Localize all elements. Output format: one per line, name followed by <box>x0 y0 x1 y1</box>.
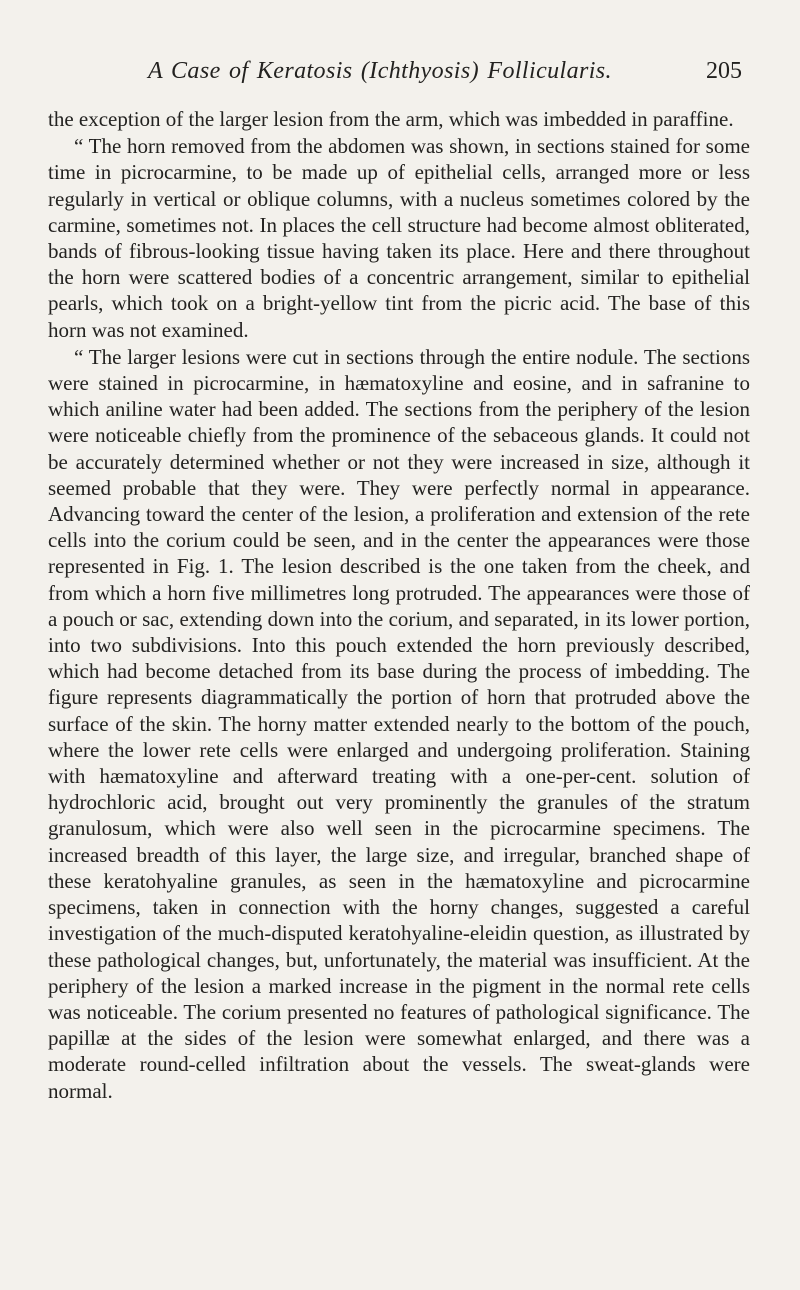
page-header <box>48 58 750 90</box>
running-title: A Case of Keratosis (Ichthyosis) Follicularis. <box>148 58 612 84</box>
body-text <box>48 106 750 1104</box>
paragraph-larger-lesions: “ The larger lesions were cut in sections through the entire nodule. The sections were stained in picrocarmine, in hæmatoxyline and eosine, and in safranine to which aniline water had been added. The sections from the periphery of the lesion were noticeable chiefly from the prominence of the sebaceous glands. It could not be accurately determined whether or not they were increased in size, although it seemed probable that they were. They were perfectly normal in appearance. Advancing toward the center of the lesion, a proliferation and extension of the rete cells into the corium could be seen, and in the center the appearances were those represented in Fig. 1. The lesion described is the one taken from the cheek, and from which a horn five millimetres long protruded. The appearances were those of a pouch or sac, extending down into the corium, and separated, in its lower portion, into two subdivisions. Into this pouch extended the horn previously described, which had become detached from its base during the process of imbedding. The figure represents diagrammatically the portion of horn that protruded above the surface of the skin. The horny matter extended nearly to the bottom of the pouch, where the lower rete cells were enlarged and undergoing proliferation. Staining with hæmatoxyline and afterward treating with a one-per-cent. solution of hydrochloric acid, brought out very prominently the granules of the stratum granulosum, which were also well seen in the picrocarmine specimens. The increased breadth of this layer, the large size, and irregular, branched shape of these keratohyaline granules, as seen in the hæmatoxyline and picrocarmine specimens, taken in connection with the horny changes, suggested a careful investigation of the much-disputed keratohyaline-eleidin question, as illustrated by these pathological changes, but, unfortunately, the material was insufficient. At the periphery of the lesion a marked increase in the pigment in the normal rete cells was noticeable. The corium presented no features of pathological significance. The papillæ at the sides of the lesion were somewhat enlarged, and there was a moderate round-celled infiltration about the vessels. The sweat-glands were normal. <box>48 344 750 1103</box>
paragraph-horn-abdomen: “ The horn removed from the abdomen was shown, in sections stained for some time in picrocarmine, to be made up of epithelial cells, arranged more or less regularly in vertical or oblique columns, with a nucleus sometimes colored by the carmine, sometimes not. In places the cell structure had become almost obliterated, bands of fibrous-looking tissue having taken its place. Here and there throughout the horn were scattered bodies of a concentric arrangement, similar to epithelial pearls, which took on a bright-yellow tint from the picric acid. The base of this horn was not examined. <box>48 134 750 342</box>
page-number: 205 <box>706 58 742 84</box>
paragraph-continuation: the exception of the larger lesion from the arm, which was imbedded in paraffine. <box>48 107 734 131</box>
